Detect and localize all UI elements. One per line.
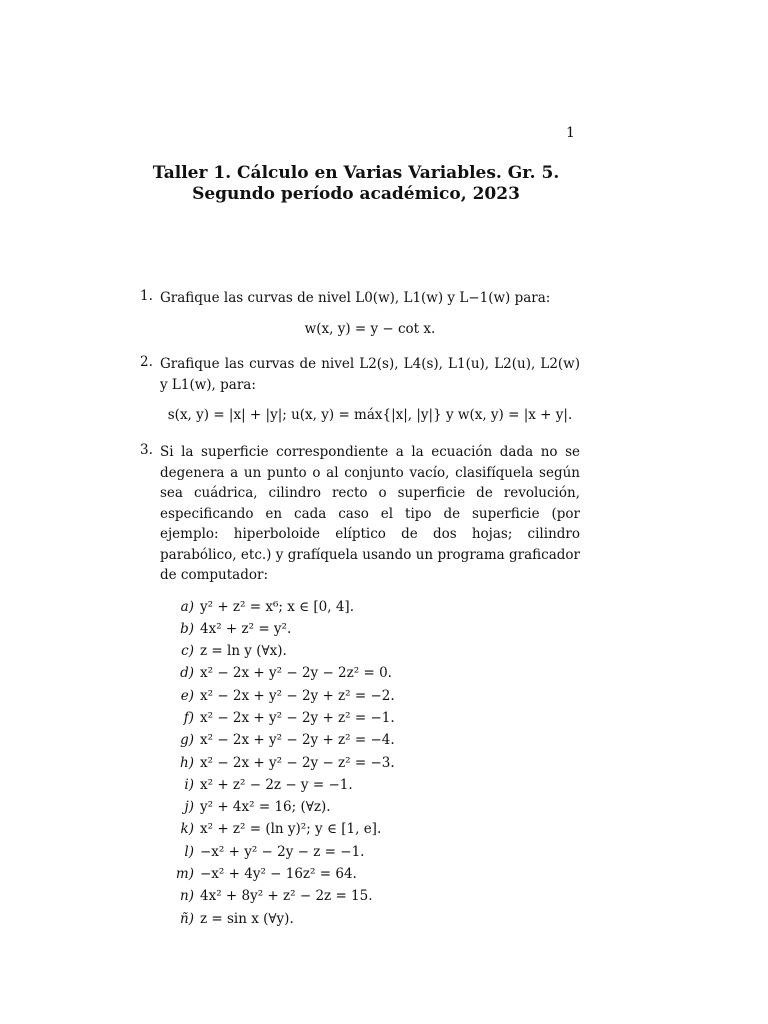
problem-number: 2. — [140, 354, 153, 370]
item-equation: z = ln y (∀x). — [200, 643, 287, 660]
item-label: l) — [184, 843, 194, 860]
list-item — [168, 908, 580, 930]
title-line-2: Segundo período académico, 2023 — [192, 184, 520, 204]
list-item — [168, 640, 580, 662]
item-label: d) — [180, 665, 194, 682]
list-item — [168, 752, 580, 774]
item-label: b) — [180, 620, 194, 637]
item-equation: −x² + y² − 2y − z = −1. — [200, 843, 365, 860]
list-item — [168, 774, 580, 796]
problem-text: Si la superficie correspondiente a la ecuación dada no se degenera a un punto o al conjunto vacío, clasifíquela según sea cuádrica, cilindro recto o superficie de revolución, especificando en cada caso el tipo de superficie (por ejemplo: hiperboloide elíptico de dos hojas; cilindro parabólico, etc.) y grafíquela usando un programa graficador de computador: — [160, 444, 580, 583]
page-number: 1 — [566, 125, 575, 141]
list-item — [168, 685, 580, 707]
item-label: f) — [183, 709, 194, 726]
item-equation: x² − 2x + y² − 2y + z² = −1. — [200, 709, 395, 726]
item-label: ñ) — [180, 910, 194, 927]
problem-text: Grafique las curvas de nivel L2(s), L4(s), L1(u), L2(u), L2(w) y L1(w), para: — [160, 356, 580, 393]
list-item — [168, 818, 580, 840]
item-equation: x² − 2x + y² − 2y + z² = −2. — [200, 687, 395, 704]
item-label: n) — [180, 888, 194, 905]
problem-2 — [140, 354, 580, 442]
problem-text: Grafique las curvas de nivel L0(w), L1(w) y L−1(w) para: — [160, 290, 551, 306]
problem-number: 3. — [140, 442, 153, 458]
item-equation: x² + z² = (ln y)²; y ∈ [1, e]. — [200, 821, 382, 838]
item-equation: x² + z² − 2z − y = −1. — [200, 776, 353, 793]
document-title — [0, 163, 712, 205]
item-label: i) — [184, 776, 194, 793]
item-equation: x² − 2x + y² − 2y + z² = −4. — [200, 732, 395, 749]
item-equation: x² − 2x + y² − 2y − z² = −3. — [200, 754, 395, 771]
item-label: j) — [184, 799, 194, 816]
item-label: m) — [175, 866, 194, 883]
problem-list — [140, 288, 580, 930]
list-item — [168, 885, 580, 907]
subitem-list — [160, 596, 580, 930]
item-label: a) — [180, 598, 194, 615]
display-equation: w(x, y) = y − cot x. — [304, 320, 436, 337]
display-equation: s(x, y) = |x| + |y|; u(x, y) = máx{|x|, |y|} y w(x, y) = |x + y|. — [167, 407, 573, 423]
list-item — [168, 662, 580, 684]
item-label: h) — [180, 754, 194, 771]
list-item — [168, 796, 580, 818]
title-line-1: Taller 1. Cálculo en Varias Variables. Gr. 5. — [152, 163, 560, 183]
item-equation: z = sin x (∀y). — [200, 910, 294, 927]
list-item — [168, 841, 580, 863]
list-item — [168, 618, 580, 640]
list-item — [168, 596, 580, 618]
item-equation: −x² + 4y² − 16z² = 64. — [200, 866, 357, 883]
item-equation: 4x² + 8y² + z² − 2z = 15. — [200, 888, 373, 905]
item-label: c) — [181, 643, 194, 660]
item-equation: y² + z² = x⁶; x ∈ [0, 4]. — [200, 598, 354, 615]
item-equation: 4x² + z² = y². — [200, 620, 292, 637]
problem-3 — [140, 442, 580, 930]
item-equation: y² + 4x² = 16; (∀z). — [200, 799, 331, 816]
problem-1 — [140, 288, 580, 354]
problem-number: 1. — [140, 288, 153, 304]
item-equation: x² − 2x + y² − 2y − 2z² = 0. — [200, 665, 392, 682]
list-item — [168, 707, 580, 729]
list-item — [168, 863, 580, 885]
list-item — [168, 729, 580, 751]
item-label: k) — [180, 821, 194, 838]
item-label: e) — [180, 687, 194, 704]
item-label: g) — [180, 732, 194, 749]
